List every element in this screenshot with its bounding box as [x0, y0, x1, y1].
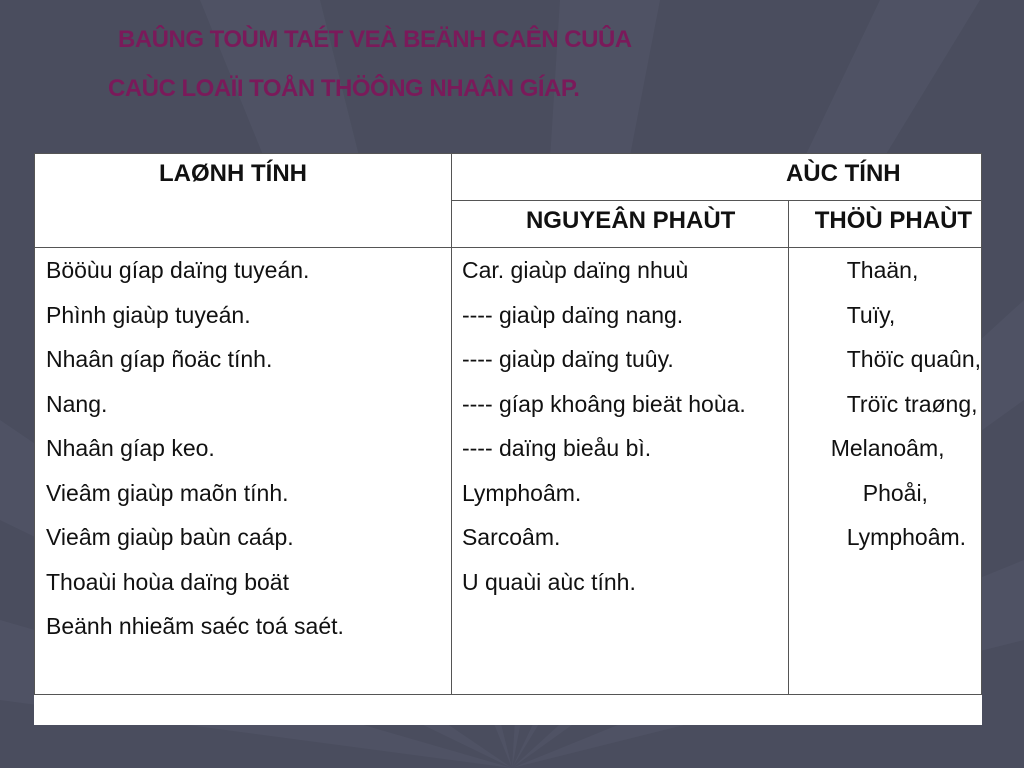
list-item: Vieâm giaùp maõn tính. [46, 479, 289, 506]
list-item: ---- giaùp daïng tuûy. [461, 346, 674, 372]
list-item: Thaän, [846, 257, 919, 283]
list-item: ---- daïng bieåu bì. [461, 435, 652, 461]
list-item: Thoaùi hoùa daïng boät [46, 568, 289, 595]
list-item: Vieâm giaùp baùn caáp. [46, 524, 294, 550]
summary-table [34, 153, 982, 695]
secondary-malignant-column [788, 248, 981, 695]
slide-title-line-2: CAÙC LOAÏI TOÅN THÖÔNG NHAÂN GÍAP. [108, 75, 580, 102]
list-item: Melanoâm, [830, 435, 945, 461]
primary-malignant-column [451, 248, 788, 695]
list-item: ---- giaùp daïng nang. [461, 301, 684, 328]
list-item: Phoåi, [862, 479, 928, 506]
list-item: Lymphoâm. [846, 524, 967, 550]
list-item: U quaùi aùc tính. [461, 568, 636, 595]
benign-column [35, 248, 452, 695]
list-item: Lymphoâm. [461, 479, 582, 506]
subheader-primary: NGUYEÂN PHAÙT [451, 201, 788, 248]
list-item: Car. giaùp daïng nhuù [461, 257, 689, 283]
list-item: Sarcoâm. [461, 524, 561, 550]
list-item: Tröïc traøng, [846, 390, 978, 417]
header-malignant: AÙC TÍNH [451, 154, 981, 201]
list-item: Nhaân gíap keo. [46, 435, 215, 461]
list-item: Nang. [46, 390, 108, 417]
slide-title-line-1: BAÛNG TOÙM TAÉT VEÀ BEÄNH CAÊN CUÛA [118, 26, 632, 53]
list-item: Beänh nhieãm saéc toá saét. [46, 613, 344, 639]
list-item: ---- gíap khoâng bieät hoùa. [461, 390, 746, 417]
list-item: Bööùu gíap daïng tuyeán. [46, 257, 310, 283]
list-item: Nhaân gíap ñoäc tính. [46, 346, 273, 372]
list-item: Thöïc quaûn, [846, 346, 981, 372]
header-benign: LAØNH TÍNH [35, 154, 452, 248]
list-item: Phình giaùp tuyeán. [46, 301, 251, 328]
subheader-secondary: THÖÙ PHAÙT [788, 201, 981, 248]
list-item: Tuïy, [846, 301, 896, 328]
